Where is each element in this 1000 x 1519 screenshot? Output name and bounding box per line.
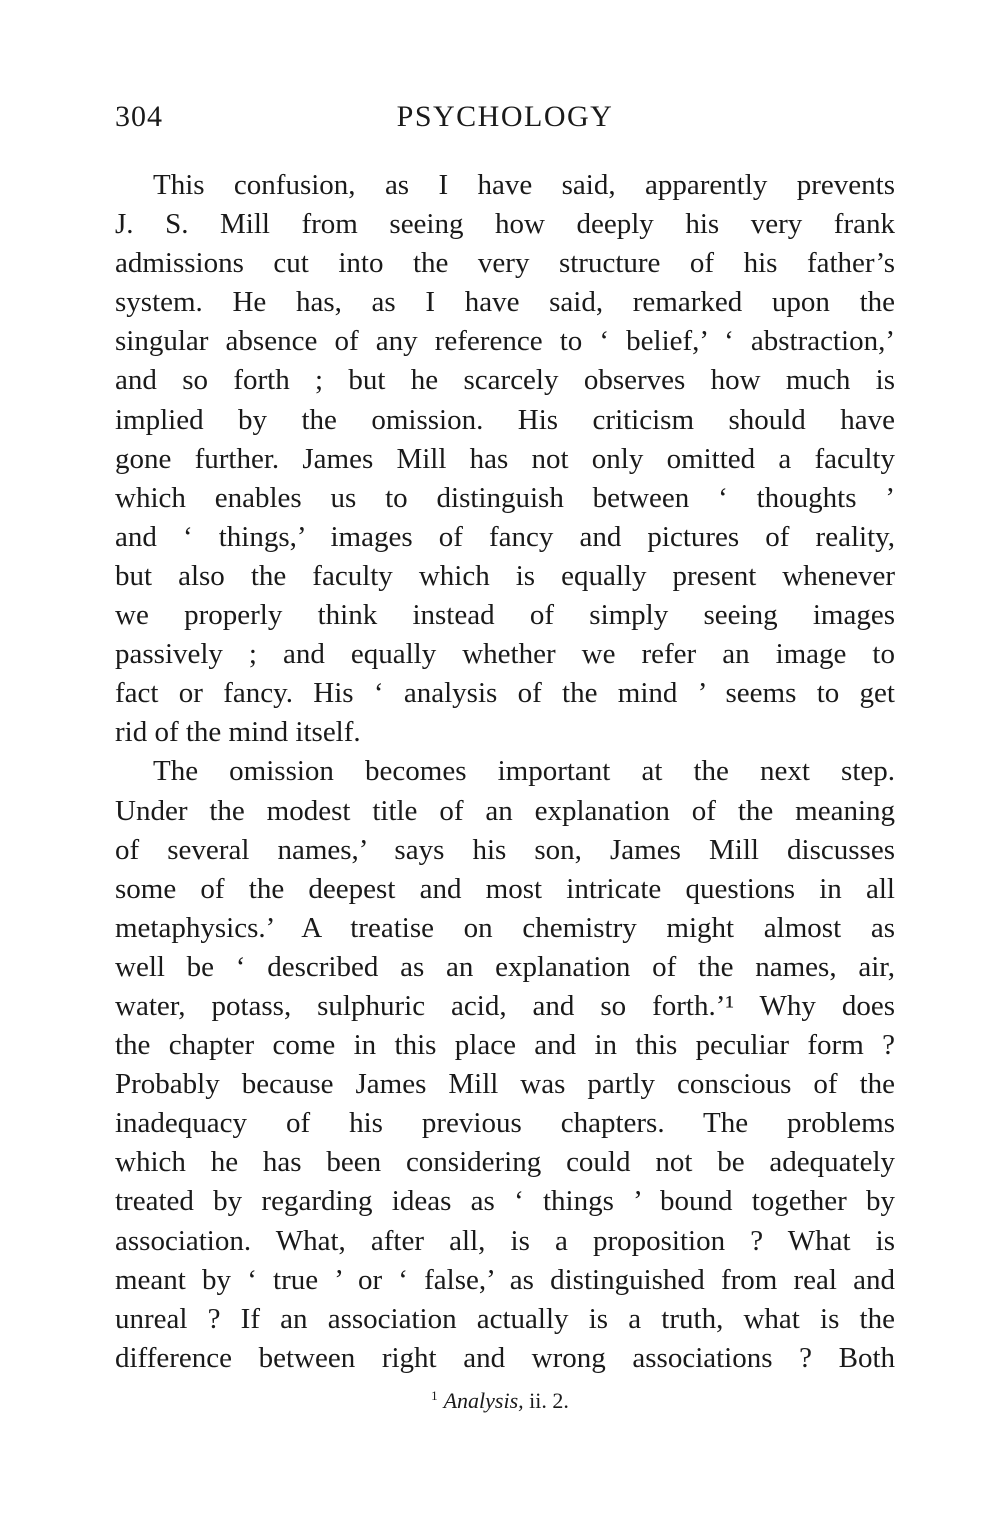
- footnote-reference: ii. 2.: [529, 1388, 569, 1413]
- text-line: unreal ? If an association actually is a truth, what is the: [115, 1302, 895, 1335]
- text-line: which he has been considering could not be adequately: [115, 1146, 895, 1179]
- text-line: admissions cut into the very structure of his father’s: [115, 247, 895, 280]
- footnote-title: Analysis,: [443, 1388, 524, 1413]
- body-text: [115, 166, 895, 1378]
- text-line: implied by the omission. His criticism should have: [115, 403, 895, 436]
- text-line: association. What, after all, is a proposition ? What is: [115, 1224, 895, 1257]
- text-line: rid of the mind itself.: [115, 716, 361, 749]
- text-line: of several names,’ says his son, James Mill discusses: [115, 833, 895, 866]
- footnote: [0, 1388, 1000, 1414]
- text-line: Under the modest title of an explanation of the meaning: [115, 794, 895, 827]
- footnote-marker: 1: [431, 1388, 438, 1403]
- text-line: inadequacy of his previous chapters. The problems: [115, 1107, 895, 1140]
- text-line: the chapter come in this place and in this peculiar form ?: [115, 1029, 895, 1062]
- text-line: Probably because James Mill was partly conscious of the: [115, 1068, 895, 1101]
- text-line: gone further. James Mill has not only omitted a faculty: [115, 442, 895, 475]
- running-title: PSYCHOLOGY: [396, 100, 614, 133]
- paragraph-1: [115, 166, 895, 752]
- page-number: 304: [115, 100, 163, 133]
- text-line: passively ; and equally whether we refer an image to: [115, 638, 895, 671]
- text-line: some of the deepest and most intricate questions in all: [115, 872, 895, 905]
- text-line: The omission becomes important at the next step.: [153, 755, 895, 788]
- text-line: metaphysics.’ A treatise on chemistry might almost as: [115, 911, 895, 944]
- text-line: well be ‘ described as an explanation of the names, air,: [115, 950, 895, 983]
- text-line: but also the faculty which is equally present whenever: [115, 559, 895, 592]
- text-line: singular absence of any reference to ‘ belief,’ ‘ abstraction,’: [115, 325, 895, 358]
- text-line: This confusion, as I have said, apparently prevents: [153, 169, 895, 201]
- paragraph-2: [115, 752, 895, 1378]
- text-line: system. He has, as I have said, remarked upon the: [115, 286, 895, 319]
- text-line: water, potass, sulphuric acid, and so forth.’¹ Why does: [115, 989, 895, 1022]
- running-head: [115, 100, 895, 140]
- text-line: meant by ‘ true ’ or ‘ false,’ as distinguished from real and: [115, 1263, 895, 1296]
- text-line: fact or fancy. His ‘ analysis of the mind ’ seems to get: [115, 677, 895, 710]
- text-line: which enables us to distinguish between ‘ thoughts ’: [115, 481, 895, 514]
- text-line: and so forth ; but he scarcely observes how much is: [115, 364, 895, 397]
- text-line: and ‘ things,’ images of fancy and pictures of reality,: [115, 520, 895, 553]
- text-line: difference between right and wrong associations ? Both: [115, 1341, 895, 1374]
- text-line: J. S. Mill from seeing how deeply his very frank: [115, 208, 895, 241]
- text-line: treated by regarding ideas as ‘ things ’ bound together by: [115, 1185, 895, 1218]
- text-line: we properly think instead of simply seeing images: [115, 599, 895, 632]
